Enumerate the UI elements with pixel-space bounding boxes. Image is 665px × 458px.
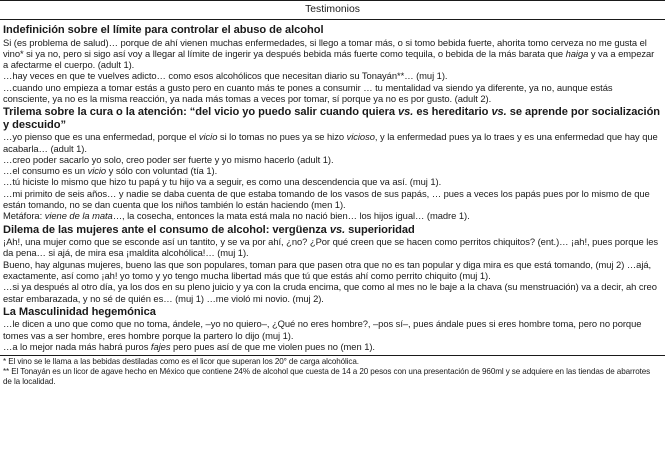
testimony-paragraph: …cuando uno empieza a tomar estás a gusto pero en cuanto más te pones a consumir … tu mentalidad va siendo ya diferente, ya no, aunque estás consciente, ya no es la misma reacción, ya nada más tomas a veces por tomar, sí porque ya no es por gusto. (adult 2). (3, 81, 613, 104)
section-heading: Trilema sobre la cura o la atención: “del vicio yo puedo salir cuando quiera vs. es hereditario vs. se aprende por socialización y descuido” (3, 106, 661, 131)
testimony-paragraph: …le dicen a uno que como que no toma, ándele, –yo no quiero–, ¿Qué no eres hombre?, –pos sí–, pues ándale pues si eres hombre toma, pero no porque tomes vas a ser hombre, eres hombre porque la partero lo dijo (muj 1). (3, 318, 642, 341)
testimony-paragraph: Metáfora: viene de la mata…, la cosecha, entonces la mata está mala no nació bien… los hijos igual… (madre 1). (3, 210, 470, 222)
table-title: Testimonios (305, 4, 360, 15)
footnote: ** El Tonayán es un licor de agave hecho en México que contiene 24% de alcohol que cuesta de 14 a 20 pesos con una presentación de 960ml y se adquiere en las tiendas de abarrotes de la localidad. (3, 367, 651, 387)
testimony-paragraph: …hay veces en que te vuelves adicto… como esos alcohólicos que necesitan diario su Tonayán**… (muj 1). (3, 70, 448, 82)
section-heading: Dilema de las mujeres ante el consumo de alcohol: vergüenza vs. superioridad (3, 223, 415, 236)
testimony-paragraph: …el consumo es un vicio y sólo con voluntad (tía 1). (3, 165, 218, 177)
testimony-paragraph: …mi primito de seis años… y nadie se daba cuenta de que estaba tomando de los vasos de sus papás, … pues a veces los papás pues por lo mismo de que están tomando, no se dan cuenta que los niños también lo están haciendo (men 1). (3, 187, 650, 211)
testimony-paragraph: …yo pienso que es una enfermedad, porque el vicio si lo tomas no pues ya se hizo vicioso, y la enfermedad pues ya lo traes y es una enfermedad que hay que acabarla… (adult 1). (3, 131, 658, 154)
footnote: * El vino se le llama a las bebidas destiladas como es el licor que superan los 20° de carga alcohólica. (3, 357, 359, 367)
testimony-paragraph: ¡Ah!, una mujer como que se esconde así un tantito, y se va por ahí, ¿no? ¿Por qué creen que se hacen como perritos chiquitos? (ent.)… ¡ah!, pues porque les da pena… si ajá, de mira esa ¡maldita alcohólica!… (muj 1). (3, 236, 659, 259)
testimony-paragraph: Bueno, hay algunas mujeres, bueno las que son populares, toman para que pasen otra que no es tan popular y diga mira es que está tomando, (muj 2) …ajá, exactamente, así como ¡ah! yo tomo y yo tengo mucha libertad más que tú que estás ahí como perrito chiquito (muj 1). (3, 258, 652, 282)
testimony-paragraph: Si (es problema de salud)… porque de ahí vienen muchas enfermedades, si llego a tomar más, o si tomo bebida fuerte, ahorita tomo cerveza no me gusta el vino* si ya no, pero si sigo así voy a llegar al límite de ingerir ya después bebida más fuerte como tequila, o bebida de la más barata que haiga y va a empezar a afectarme el cuerpo. (adult 1). (3, 36, 655, 71)
testimony-paragraph: …a lo mejor nada más habrá puros fajes pero pues así de que me violen pues no (men 1). (3, 341, 375, 353)
section-heading: Indefinición sobre el límite para controlar el abuso de alcohol (3, 24, 324, 36)
footnotes (0, 356, 665, 387)
section-heading: La Masculinidad hegemónica (3, 305, 156, 318)
table-body (0, 20, 665, 352)
testimony-paragraph: …si ya después al otro día, ya los dos en su pleno juicio y ya con la cruda encima, que como al mes no le baje a la chava (su menstruación) va a decir, ah creo estar embarazada, y no sé de quién es… (muj 1) …me violó mi novio. (muj 2). (3, 281, 657, 304)
testimony-paragraph: …tú hiciste lo mismo que hizo tu papá y tu hijo va a seguir, es como una descendencia que va así. (muj 1). (3, 176, 442, 188)
testimony-paragraph: …creo poder sacarlo yo solo, creo poder ser fuerte y yo mismo hacerlo (adult 1). (3, 153, 334, 165)
